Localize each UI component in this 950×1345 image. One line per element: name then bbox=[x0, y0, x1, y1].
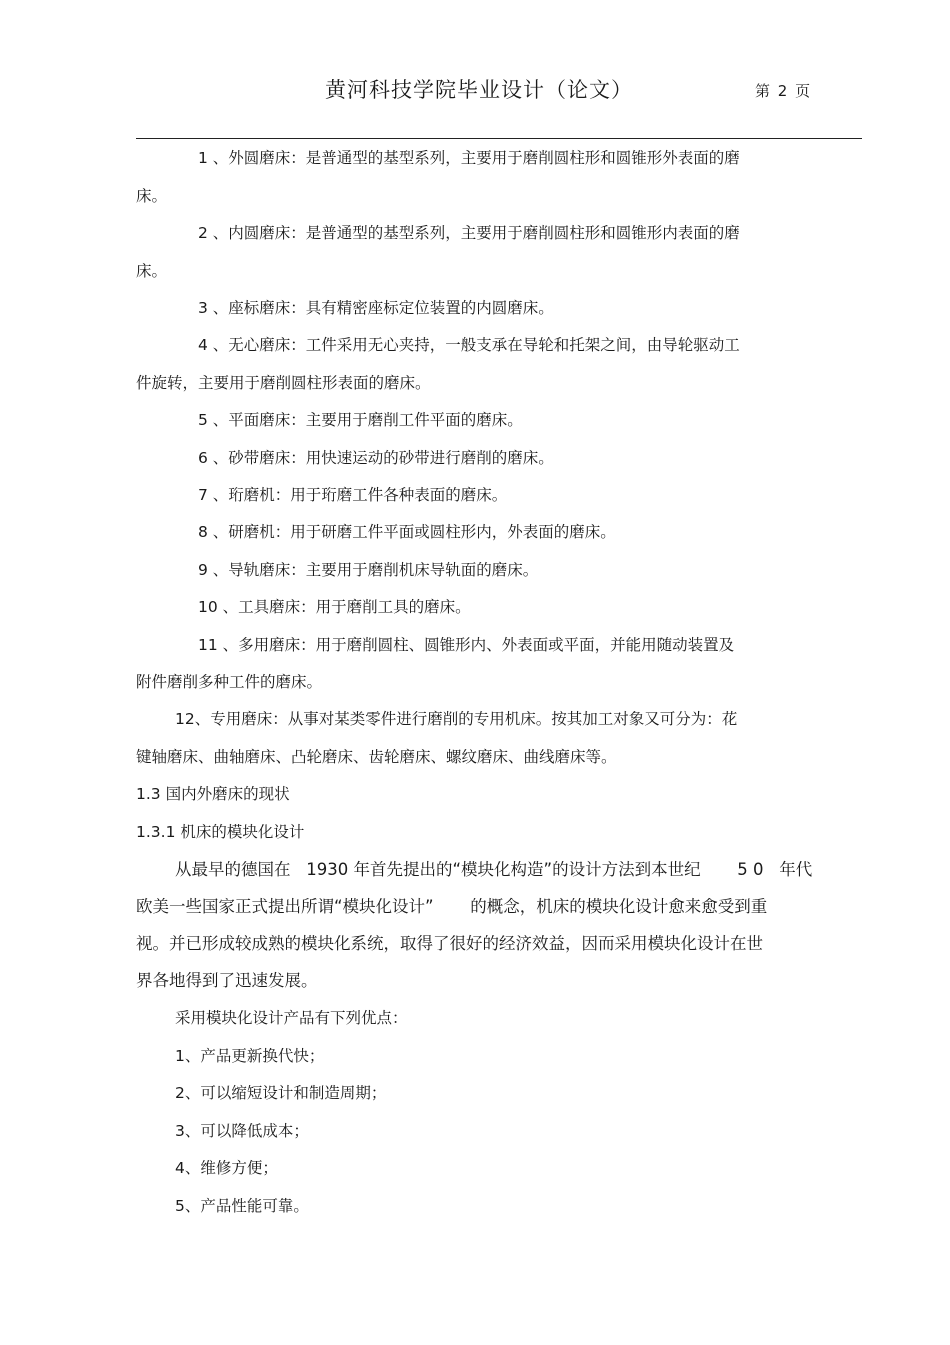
text-line: 件旋转，主要用于磨削圆柱形表面的磨床。 bbox=[136, 374, 431, 392]
text-line: 10 、工具磨床：用于磨削工具的磨床。 bbox=[198, 598, 471, 616]
subsection-heading: 1.3.1 机床的模块化设计 bbox=[136, 823, 305, 841]
section-heading: 1.3 国内外磨床的现状 bbox=[136, 785, 290, 803]
text-line: 6 、砂带磨床：用快速运动的砂带进行磨削的磨床。 bbox=[198, 449, 554, 467]
text-line: 床。 bbox=[136, 187, 168, 205]
text-line: 11 、多用磨床：用于磨削圆柱、圆锥形内、外表面或平面，并能用随动装置及 bbox=[198, 636, 735, 654]
text-line: 采用模块化设计产品有下列优点： bbox=[175, 1009, 408, 1027]
list-item: 2、可以缩短设计和制造周期； bbox=[175, 1084, 387, 1102]
text-line: 床。 bbox=[136, 262, 168, 280]
text-line: 7 、珩磨机：用于珩磨工件各种表面的磨床。 bbox=[198, 486, 508, 504]
text-line: 12、专用磨床：从事对某类零件进行磨削的专用机床。按其加工对象又可分为：花 bbox=[175, 710, 738, 728]
list-item: 4、维修方便； bbox=[175, 1159, 278, 1177]
page-number: 第 2 页 bbox=[755, 82, 811, 100]
text-line: 5 、平面磨床：主要用于磨削工件平面的磨床。 bbox=[198, 411, 523, 429]
text-line: 4 、无心磨床：工件采用无心夹持，一般支承在导轮和托架之间，由导轮驱动工 bbox=[198, 336, 740, 354]
text-line: 8 、研磨机：用于研磨工件平面或圆柱形内，外表面的磨床。 bbox=[198, 523, 616, 541]
text-line: 界各地得到了迅速发展。 bbox=[136, 971, 318, 990]
text-line: 2 、内圆磨床：是普通型的基型系列，主要用于磨削圆柱形和圆锥形内表面的磨 bbox=[198, 224, 740, 242]
text-line: 9 、导轨磨床：主要用于磨削机床导轨面的磨床。 bbox=[198, 561, 539, 579]
text-line: 1 、外圆磨床：是普通型的基型系列，主要用于磨削圆柱形和圆锥形外表面的磨 bbox=[198, 149, 740, 167]
list-item: 3、可以降低成本； bbox=[175, 1122, 309, 1140]
text-line: 欧美一些国家正式提出所谓“模块化设计” 的概念，机床的模块化设计愈来愈受到重 bbox=[136, 897, 768, 916]
text-line: 附件磨削多种工件的磨床。 bbox=[136, 673, 323, 691]
text-line: 视。并已形成较成熟的模块化系统，取得了很好的经济效益，因而采用模块化设计在世 bbox=[136, 934, 763, 953]
text-line: 从最早的德国在 1930 年首先提出的“模块化构造”的设计方法到本世纪 5 0 年代 bbox=[175, 860, 813, 879]
document-title: 黄河科技学院毕业设计（论文） bbox=[325, 78, 633, 102]
list-item: 1、产品更新换代快； bbox=[175, 1047, 325, 1065]
text-line: 3 、座标磨床：具有精密座标定位装置的内圆磨床。 bbox=[198, 299, 554, 317]
header-rule bbox=[136, 138, 862, 139]
list-item: 5、产品性能可靠。 bbox=[175, 1197, 309, 1215]
text-line: 键轴磨床、曲轴磨床、凸轮磨床、齿轮磨床、螺纹磨床、曲线磨床等。 bbox=[136, 748, 617, 766]
